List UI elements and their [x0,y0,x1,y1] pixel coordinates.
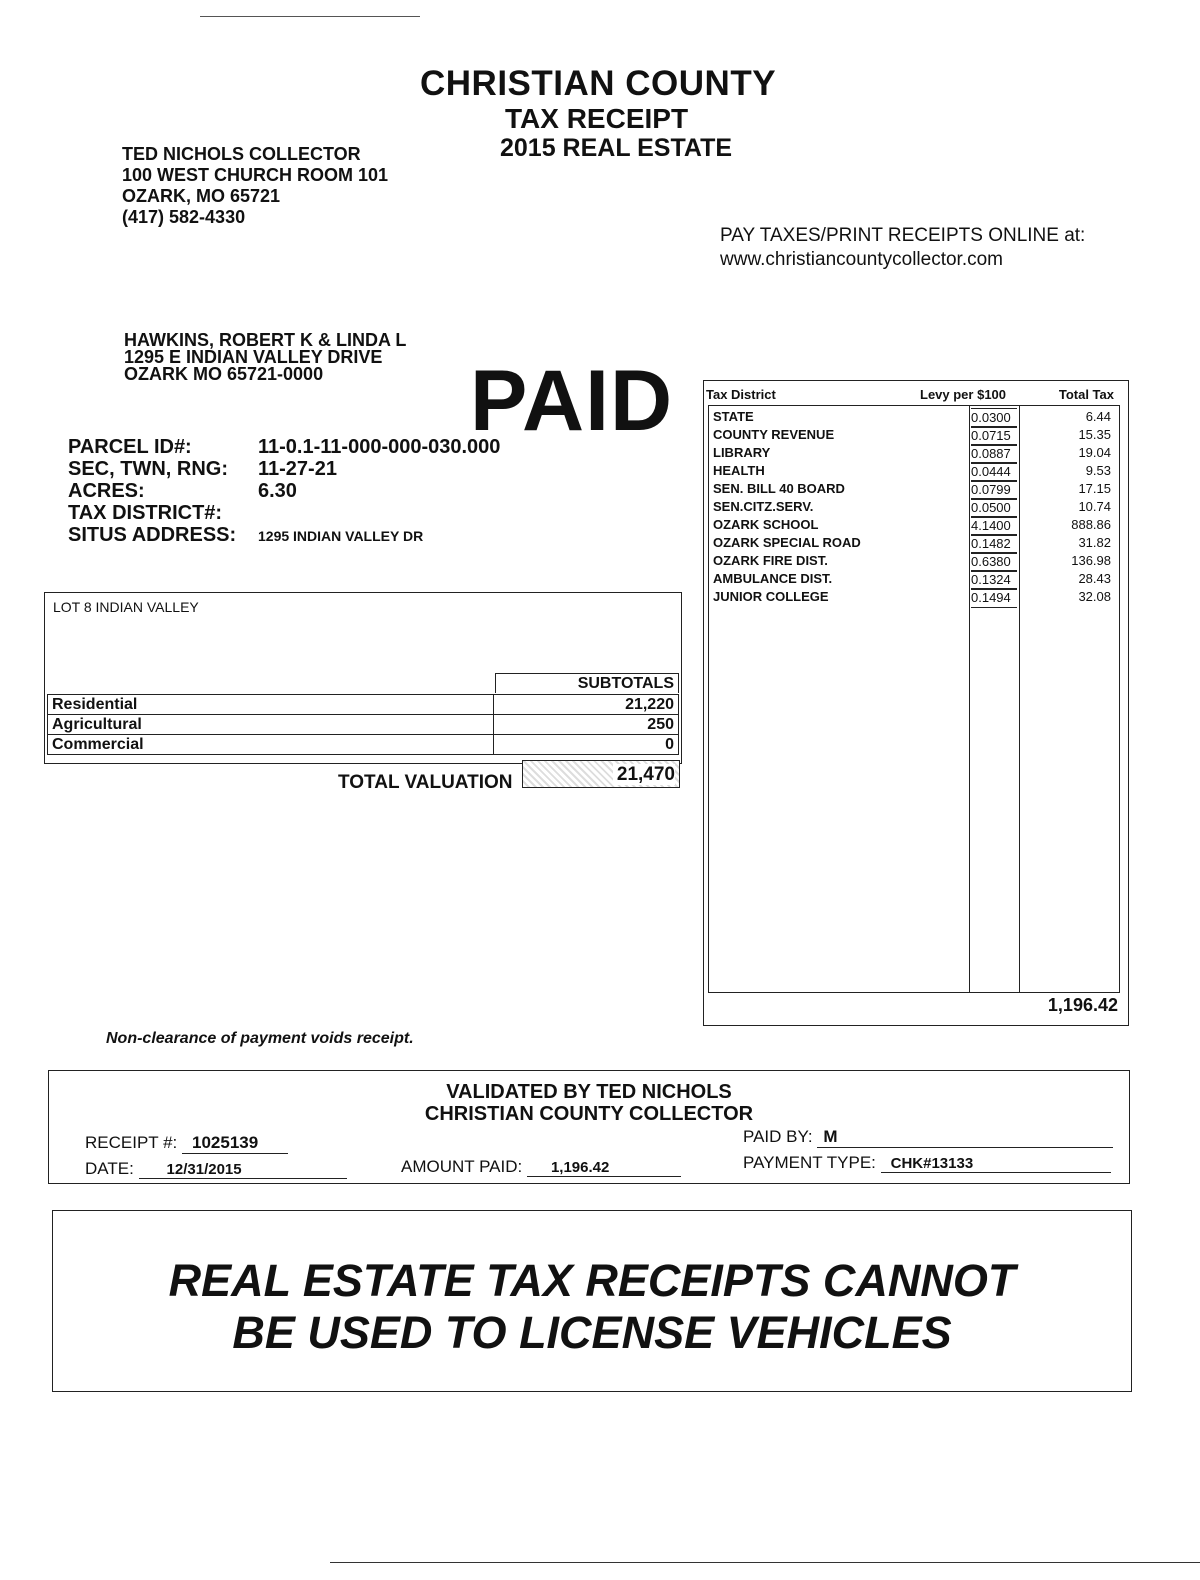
tax-table-body [708,405,1120,993]
online-text: PAY TAXES/PRINT RECEIPTS ONLINE at: [720,225,1086,246]
tax-amount: 9.53 [1085,463,1111,478]
paid-by-label: PAID BY: [743,1127,813,1146]
district-name: OZARK FIRE DIST. [713,553,828,568]
situs-address-label: SITUS ADDRESS: [68,524,237,546]
col-header-total: Total Tax [1058,387,1114,402]
county-title: CHRISTIAN COUNTY [420,64,777,103]
district-name: HEALTH [713,463,765,478]
collector-address1: 100 WEST CHURCH ROOM 101 [122,165,389,185]
online-url: www.christiancountycollector.com [720,249,1003,270]
table-row [709,534,1119,552]
amount-paid-label: AMOUNT PAID: [401,1157,523,1176]
table-row [709,516,1119,534]
total-valuation-label: TOTAL VALUATION [338,772,513,793]
tax-amount: 28.43 [1078,571,1111,586]
col-header-levy: Levy per $100 [920,387,1007,402]
tax-amount: 6.44 [1085,409,1111,424]
district-name: SEN. BILL 40 BOARD [713,481,845,496]
parcel-id-label: PARCEL ID#: [68,436,192,458]
levy-rate: 0.1324 [971,570,1017,590]
receipt-label: RECEIPT #: [85,1133,178,1152]
scan-artifact [330,1562,1200,1563]
table-row [709,588,1119,606]
tax-amount: 32.08 [1078,589,1111,604]
tax-amount: 136.98 [1071,553,1111,568]
row-value: 250 [494,715,679,735]
sec-twn-rng-value: 11-27-21 [258,458,337,480]
district-name: COUNTY REVENUE [713,427,835,442]
district-name: OZARK SCHOOL [713,517,819,532]
payment-type-label: PAYMENT TYPE: [743,1153,876,1172]
date-value: 12/31/2015 [139,1161,347,1179]
levy-rate: 0.0500 [971,498,1017,518]
situs-address-value: 1295 INDIAN VALLEY DR [258,528,424,544]
tax-district-label: TAX DISTRICT#: [68,502,223,524]
owner-address1: 1295 E INDIAN VALLEY DRIVE [124,347,383,367]
tax-year-type: 2015 REAL ESTATE [500,134,733,162]
row-label: Residential [48,695,494,715]
row-value: 0 [494,735,679,755]
levy-rate: 0.1494 [971,588,1017,608]
notice-line1: REAL ESTATE TAX RECEIPTS CANNOT [168,1255,1016,1306]
levy-rate: 4.1400 [971,516,1017,536]
tax-amount: 15.35 [1078,427,1111,442]
validated-by: VALIDATED BY TED NICHOLS [446,1081,732,1103]
table-row [709,498,1119,516]
paid-by-field [743,1127,1113,1148]
collector-title: CHRISTIAN COUNTY COLLECTOR [424,1103,754,1125]
non-clearance-notice: Non-clearance of payment voids receipt. [106,1030,414,1047]
parcel-info [68,436,500,546]
table-row [48,715,679,735]
total-tax-value: 1,196.42 [1047,995,1118,1015]
col-header-district: Tax District [706,387,776,402]
levy-rate: 0.0715 [971,426,1017,446]
collector-block [122,144,388,228]
district-name: LIBRARY [713,445,771,460]
total-valuation-value: 21,470 [613,764,675,785]
row-value: 21,220 [494,695,679,715]
table-row [709,408,1119,426]
paid-by-value: M [817,1127,1113,1148]
table-row [48,695,679,715]
total-valuation-box [522,760,680,788]
subtotals-header: SUBTOTALS [495,673,679,693]
table-row [709,444,1119,462]
amount-paid-field [401,1157,681,1177]
tax-amount: 888.86 [1071,517,1111,532]
table-row [709,462,1119,480]
license-notice [53,1255,1131,1359]
date-label: DATE: [85,1159,134,1178]
collector-name: TED NICHOLS COLLECTOR [122,144,361,164]
sec-twn-rng-label: SEC, TWN, RNG: [68,458,228,480]
tax-amount: 31.82 [1078,535,1111,550]
date-field [85,1159,347,1179]
levy-rate: 0.6380 [971,552,1017,572]
acres-value: 6.30 [258,480,297,502]
acres-label: ACRES: [68,480,145,502]
validation-header [49,1081,1129,1125]
payment-type-value: CHK#13133 [881,1155,1111,1173]
levy-rate: 0.1482 [971,534,1017,554]
table-row [709,426,1119,444]
district-name: OZARK SPECIAL ROAD [713,535,861,550]
online-payment-info [720,224,1085,272]
paid-stamp: PAID [470,353,674,449]
table-row [48,735,679,755]
parcel-id-value: 11-0.1-11-000-000-030.000 [258,436,501,458]
scan-artifact [200,16,420,17]
district-name: STATE [713,409,754,424]
receipt-field [85,1133,288,1154]
row-label: Commercial [48,735,494,755]
license-notice-box [52,1210,1132,1392]
tax-amount: 19.04 [1078,445,1111,460]
amount-paid-value: 1,196.42 [527,1159,681,1177]
tax-amount: 17.15 [1078,481,1111,496]
receipt-value: 1025139 [182,1133,288,1154]
levy-rate: 0.0300 [971,408,1017,428]
owner-name: HAWKINS, ROBERT K & LINDA L [124,330,407,350]
owner-block [124,332,406,383]
owner-address2: OZARK MO 65721-0000 [124,364,324,384]
document-type: TAX RECEIPT [505,103,689,134]
levy-rate: 0.0444 [971,462,1017,482]
levy-rate: 0.0799 [971,480,1017,500]
table-row [709,480,1119,498]
collector-address2: OZARK, MO 65721 [122,186,281,206]
payment-type-field [743,1153,1111,1173]
row-label: Agricultural [48,715,494,735]
collector-phone: (417) 582-4330 [122,207,246,227]
district-name: AMBULANCE DIST. [713,571,833,586]
legal-description-box [44,592,682,764]
subtotals-table [47,694,679,755]
validation-box [48,1070,1130,1184]
table-row [709,552,1119,570]
district-name: SEN.CITZ.SERV. [713,499,814,514]
notice-line2: BE USED TO LICENSE VEHICLES [232,1307,952,1358]
district-name: JUNIOR COLLEGE [713,589,829,604]
legal-description: LOT 8 INDIAN VALLEY [53,599,199,615]
levy-rate: 0.0887 [971,444,1017,464]
tax-amount: 10.74 [1078,499,1111,514]
tax-district-table [703,380,1129,1026]
table-row [709,570,1119,588]
